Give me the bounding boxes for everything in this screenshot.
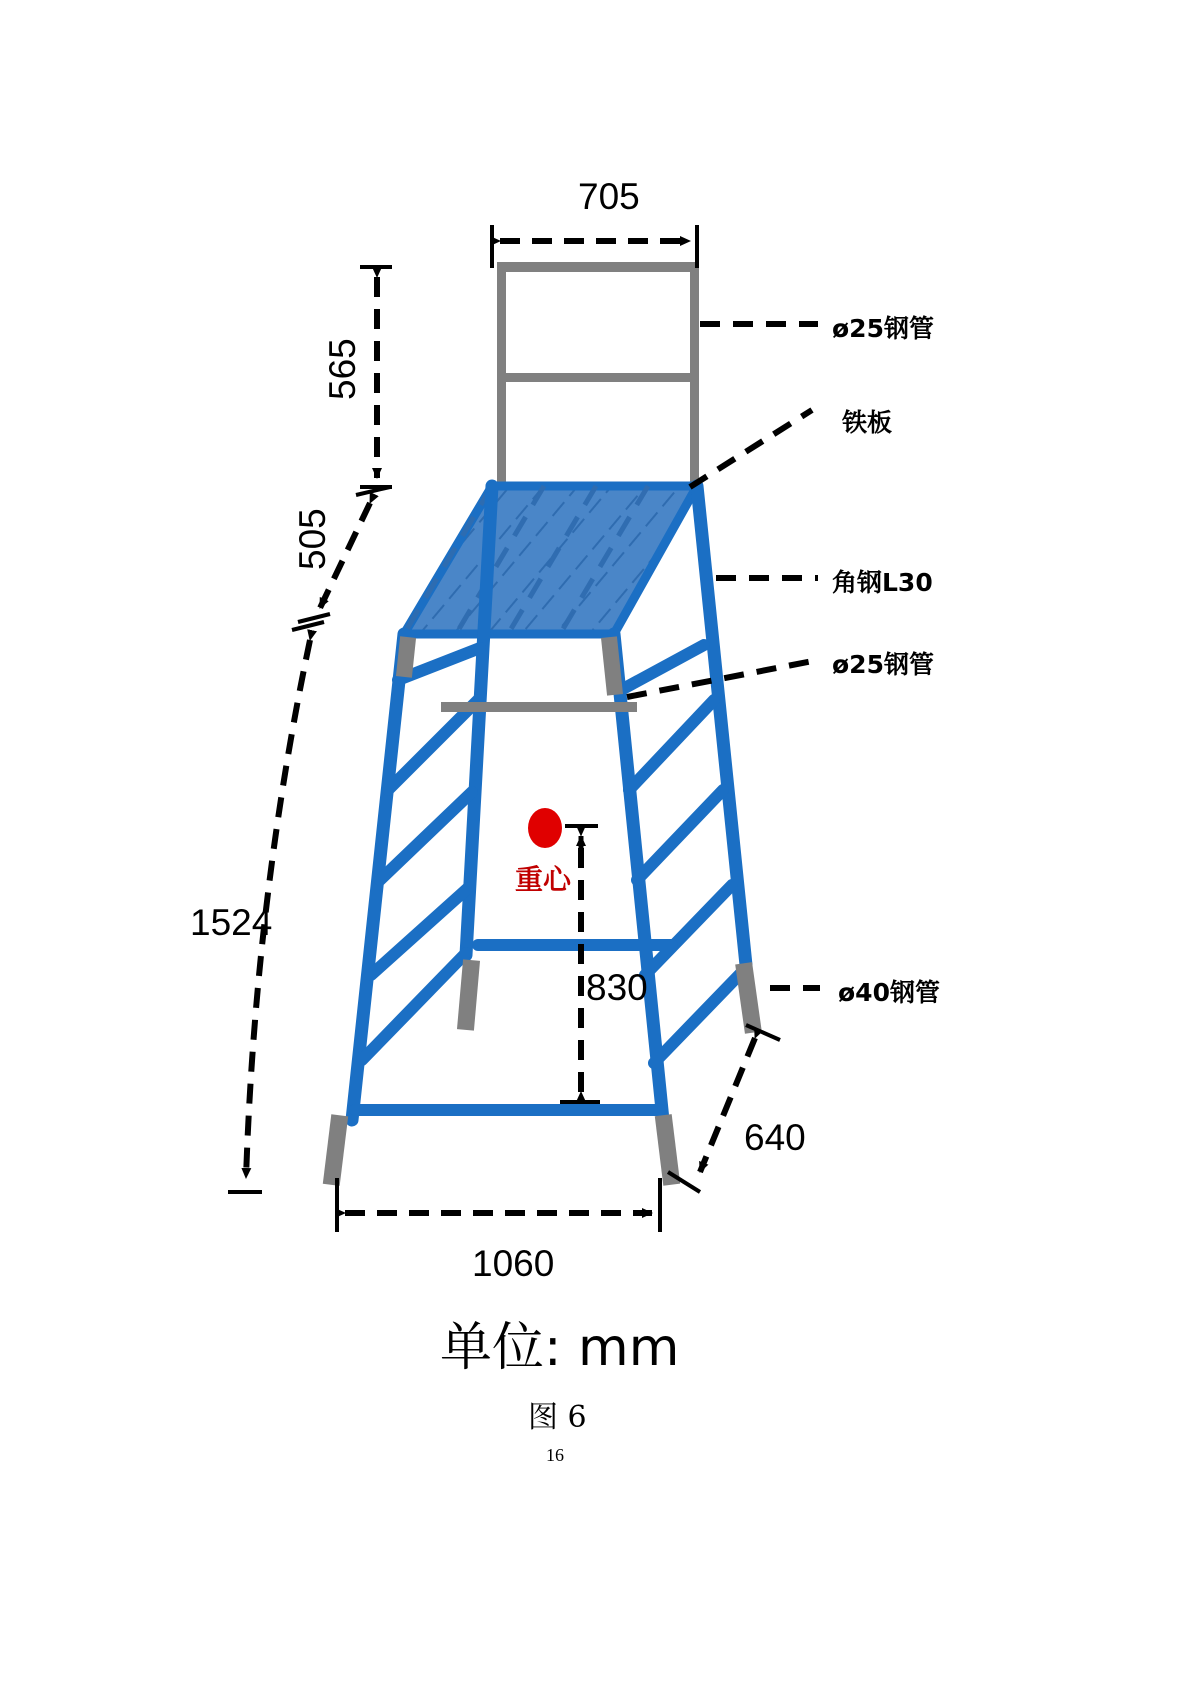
center-of-gravity-label: 重心 [515,863,572,896]
unit-note: 单位: mm [440,1318,680,1378]
dimension-base-depth: 640 [744,1117,806,1158]
dimension-upper-rail-height-text: 565 [322,338,363,400]
callout-angle-steel: 角钢L30 [832,568,933,597]
figure-caption: 图 6 [528,1400,587,1435]
callout-pipe-25-mid: ø25钢管 [832,650,934,679]
dimension-top-width: 705 [578,176,640,217]
foot-pads [323,959,762,1185]
dimension-overall-height: 1524 [190,902,273,943]
mid-pipe-rail [396,636,637,712]
callout-pipe-40: ø40钢管 [838,978,940,1007]
dimension-cg-height: 830 [586,967,648,1008]
page-number: 16 [546,1445,564,1465]
upper-guard-rail [497,262,699,488]
callout-pipe-25-top: ø25钢管 [832,314,934,343]
center-of-gravity-marker [528,808,562,848]
dimension-platform-depth [292,508,334,570]
dimension-platform-depth-text: 505 [292,508,333,570]
dimension-upper-rail-height [322,338,364,400]
dimension-base-width: 1060 [472,1243,555,1284]
platform-steel-plate [404,486,697,634]
callout-steel-plate: 铁板 [842,408,893,437]
